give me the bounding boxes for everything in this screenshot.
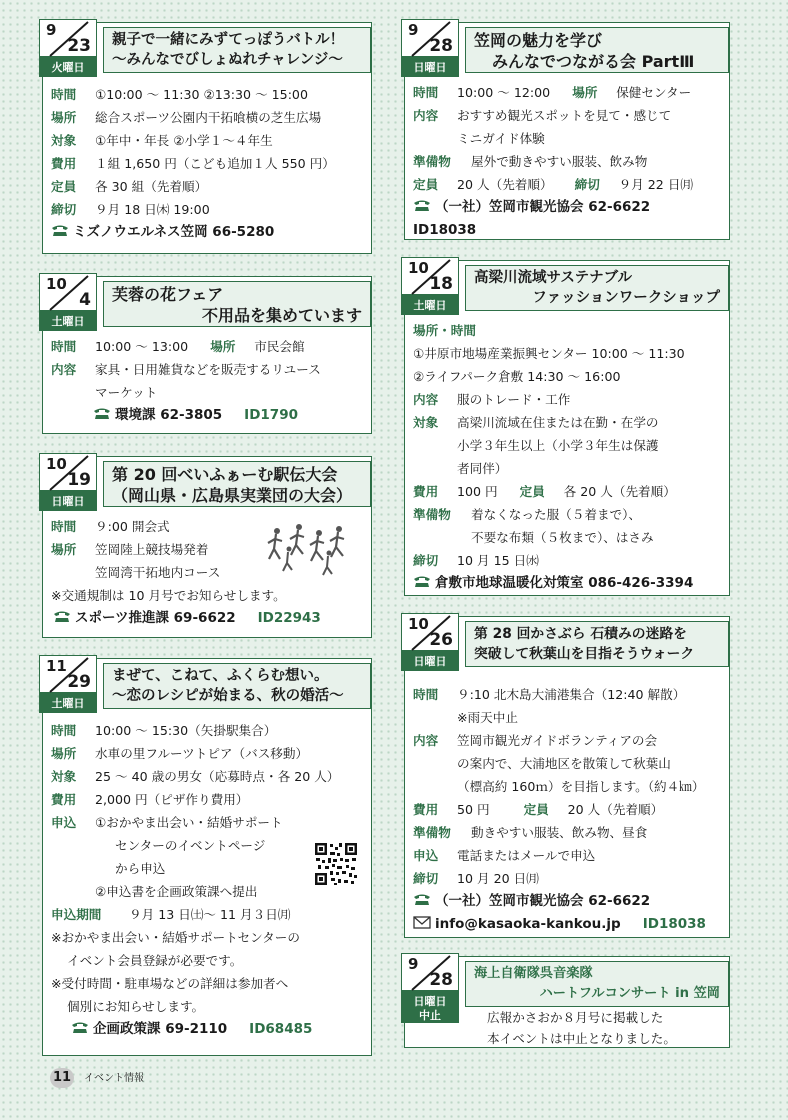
label-fee: 費用	[413, 802, 439, 817]
label-content: 内容	[413, 392, 439, 407]
value-prep: 屋外で動きやすい服装、飲み物	[471, 154, 648, 169]
label-apply: 申込	[413, 848, 439, 863]
date-day: 29	[67, 672, 91, 692]
label-prep: 準備物	[413, 825, 451, 840]
value-deadline: ９月 18 日㈭ 19:00	[95, 202, 210, 217]
label-capacity: 定員	[413, 177, 439, 192]
value-time: ９:00 開会式	[95, 519, 170, 534]
notice-line-2: 本イベントは中止となりました。	[487, 1031, 676, 1046]
label-fee: 費用	[51, 792, 77, 807]
value-fee: １組 1,650 円（こども追加１人 550 円）	[95, 156, 335, 171]
event-id: ID22943	[257, 610, 321, 626]
contact: （一社）笠岡市観光協会 62-6622	[435, 893, 651, 909]
event-details	[413, 81, 723, 242]
label-place: 場所	[51, 542, 77, 557]
value-content: 家具・日用雑貨などを販売するリユース	[95, 362, 321, 377]
date-weekday: 日曜日	[413, 995, 447, 1008]
event-details	[51, 83, 365, 244]
label-capacity: 定員	[51, 179, 77, 194]
value-place-time-2: ②ライフパーク倉敷 14:30 ～ 16:00	[413, 369, 621, 384]
event-card-konkatsu	[42, 658, 372, 1056]
label-deadline: 締切	[51, 202, 77, 217]
date-badge	[401, 19, 459, 77]
mail-icon	[413, 916, 431, 929]
label-capacity: 定員	[523, 802, 549, 817]
label-target: 対象	[51, 133, 77, 148]
contact: ミズノウエルネス笠岡 66-5280	[73, 224, 275, 240]
value-place-course: 笠岡湾干拓地内コース	[95, 565, 221, 580]
value-place: 笠岡陸上競技場発着	[95, 542, 209, 557]
phone-icon	[413, 199, 431, 212]
value-time: 10:00 ～ 12:00	[457, 85, 551, 100]
date-month: 9	[46, 21, 57, 39]
label-capacity: 定員	[519, 484, 545, 499]
label-place: 場所	[51, 110, 77, 125]
date-month: 10	[408, 615, 429, 633]
date-day: 23	[67, 36, 91, 56]
label-time: 時間	[51, 339, 77, 354]
title-line-2: ファッションワークショップ	[532, 290, 720, 306]
phone-icon	[413, 575, 431, 588]
date-weekday: 火曜日	[51, 61, 85, 74]
value-apply: 電話またはメールで申込	[457, 848, 596, 863]
date-weekday: 土曜日	[413, 299, 447, 312]
label-time: 時間	[413, 85, 439, 100]
title-line-1: 第 20 回べいふぁーむ駅伝大会	[112, 465, 338, 484]
event-id: ID1790	[244, 407, 298, 423]
date-badge	[39, 453, 97, 511]
date-badge	[39, 655, 97, 713]
cancelled-badge: 中止	[419, 1009, 441, 1022]
value-fee: 100 円	[457, 484, 498, 499]
phone-icon	[93, 407, 111, 420]
label-deadline: 締切	[413, 553, 439, 568]
label-time: 時間	[51, 519, 77, 534]
label-time: 時間	[413, 687, 439, 702]
date-badge	[401, 257, 459, 315]
qr-code[interactable]	[313, 841, 359, 887]
event-card-ekiden	[42, 456, 372, 638]
title-line-2: 突破して秋葉山を目指そうウォーク	[474, 646, 695, 662]
date-day: 4	[79, 290, 91, 310]
date-day: 18	[429, 274, 453, 294]
date-weekday: 日曜日	[51, 495, 85, 508]
value-capacity: 20 人（先着順）	[457, 177, 553, 192]
label-target: 対象	[51, 769, 77, 784]
title-line-1: 芙蓉の花フェア	[112, 285, 224, 304]
label-place: 場所	[572, 85, 598, 100]
value-content: 服のトレード・工作	[457, 392, 571, 407]
value-apply-4: ②申込書を企画政策課へ提出	[95, 884, 258, 899]
note-1-cont: イベント会員登録が必要です。	[67, 953, 243, 968]
runners-illustration	[263, 519, 359, 581]
label-prep: 準備物	[413, 154, 451, 169]
date-badge	[39, 19, 97, 77]
date-weekday: 日曜日	[413, 655, 447, 668]
value-content: おすすめ観光スポットを見て・感じて	[457, 108, 672, 123]
label-place: 場所	[51, 746, 77, 761]
contact: 企画政策課 69-2110	[93, 1021, 228, 1037]
title-line-2: ～みんなでびしょぬれチャレンジ～	[112, 52, 343, 68]
note-2-cont: 個別にお知らせします。	[67, 999, 205, 1014]
label-place: 場所	[210, 339, 236, 354]
value-place: 総合スポーツ公園内干拓喰横の芝生広場	[95, 110, 322, 125]
contact: （一社）笠岡市観光協会 62-6622	[435, 199, 651, 215]
contact: スポーツ推進課 69-6622	[75, 610, 236, 626]
value-content-cont-2: （標高約 160ｍ）を目指します。（約４㎞）	[457, 779, 705, 794]
label-apply: 申込	[51, 815, 77, 830]
value-content: 笠岡市観光ガイドボランティアの会	[457, 733, 658, 748]
event-details	[413, 319, 723, 595]
page-footer	[50, 1068, 144, 1088]
event-title	[465, 961, 729, 1007]
value-fee: 50 円	[457, 802, 490, 817]
event-title	[103, 461, 371, 507]
event-card-miryoku	[404, 22, 730, 240]
title-line-1: 高梁川流域サステナブル	[474, 270, 633, 286]
title-line-1: 親子で一緒にみずてっぽうバトル！	[112, 32, 345, 48]
date-weekday: 土曜日	[51, 697, 85, 710]
event-id: ID18038	[642, 916, 706, 932]
value-deadline: 10 月 15 日㈬	[457, 553, 539, 568]
value-apply-1: ①おかやま出会い・結婚サポート	[95, 815, 283, 830]
value-time: ９:10 北木島大浦港集合（12:40 解散）	[457, 687, 686, 702]
page-number: 11	[50, 1068, 74, 1088]
note-1: ※おかやま出会い・結婚サポートセンターの	[51, 930, 300, 945]
value-time: 10:00 ～ 15:30（矢掛駅集合）	[95, 723, 277, 738]
value-capacity: 各 30 組（先着順）	[95, 179, 208, 194]
contact: 倉敷市地球温暖化対策室 086-426-3394	[435, 575, 694, 591]
value-prep: 着なくなった服（５着まで）、	[471, 507, 642, 522]
value-apply-2: センターのイベントページ	[115, 838, 266, 853]
label-deadline: 締切	[574, 177, 600, 192]
title-line-2: （岡山県・広島県実業団の大会）	[112, 486, 353, 505]
label-target: 対象	[413, 415, 439, 430]
event-card-concert-cancelled	[404, 956, 730, 1048]
notice-line-1: 広報かさおか８月号に掲載した	[487, 1010, 664, 1025]
value-prep-cont: 不要な布類（５枚まで）、はさみ	[471, 530, 654, 545]
cancel-notice	[487, 1007, 723, 1049]
value-target-cont-1: 小学３年生以上（小学３年生は保護	[457, 438, 659, 453]
phone-icon	[71, 1021, 89, 1034]
event-card-kasafura-walk	[404, 616, 730, 938]
date-weekday: 日曜日	[413, 61, 447, 74]
event-card-fuyo-fair	[42, 276, 372, 434]
label-content: 内容	[413, 733, 439, 748]
value-apply-3: から申込	[115, 861, 166, 876]
title-line-2: ハートフルコンサート in 笠岡	[539, 986, 720, 1001]
contact-email[interactable]: info@kasaoka-kankou.jp	[435, 916, 621, 932]
event-details	[51, 335, 365, 427]
title-line-1: 笠岡の魅力を学び	[474, 31, 603, 50]
event-card-water-battle	[42, 22, 372, 254]
event-title	[465, 265, 729, 311]
label-content: 内容	[51, 362, 77, 377]
label-time: 時間	[51, 723, 77, 738]
value-target-cont-2: 者同伴）	[457, 461, 508, 476]
date-badge	[39, 273, 97, 331]
value-place: 市民会館	[254, 339, 305, 354]
date-badge	[401, 953, 459, 1023]
label-fee: 費用	[413, 484, 439, 499]
date-day: 19	[67, 470, 91, 490]
event-title	[465, 621, 729, 667]
value-content-cont: マーケット	[95, 385, 158, 400]
event-title	[103, 663, 371, 709]
value-content-cont: ミニガイド体験	[457, 131, 545, 146]
date-day: 26	[429, 630, 453, 650]
title-line-1: 海上自衛隊呉音楽隊	[474, 966, 593, 981]
label-prep: 準備物	[413, 507, 451, 522]
rain-note: ※雨天中止	[457, 710, 518, 725]
value-prep: 動きやすい服装、飲み物、昼食	[471, 825, 648, 840]
label-period: 申込期間	[51, 907, 102, 922]
value-deadline: 10 月 20 日㈪	[457, 871, 539, 886]
value-place-time-1: ①井原市地場産業振興センター 10:00 ～ 11:30	[413, 346, 685, 361]
date-day: 28	[429, 970, 453, 990]
event-title	[103, 27, 371, 73]
label-place-time: 場所・時間	[413, 323, 476, 338]
date-month: 10	[46, 275, 67, 293]
label-time: 時間	[51, 87, 77, 102]
value-deadline: ９月 22 日㈪	[618, 177, 694, 192]
date-month: 9	[408, 21, 419, 39]
date-month: 9	[408, 955, 419, 973]
value-period: ９月 13 日㈯～ 11 月３日㈪	[129, 907, 291, 922]
title-line-1: まぜて、こねて、ふくらむ想い。	[112, 668, 329, 684]
contact: 環境課 62-3805	[115, 407, 223, 423]
label-fee: 費用	[51, 156, 77, 171]
value-capacity: 20 人（先着順）	[567, 802, 664, 817]
event-card-fashion-workshop	[404, 260, 730, 596]
phone-icon	[51, 224, 69, 237]
label-content: 内容	[413, 108, 439, 123]
value-target: ①年中・年長 ②小学１～４年生	[95, 133, 273, 148]
value-content-cont-1: の案内で、大浦地区を散策して秋葉山	[457, 756, 671, 771]
date-weekday: 土曜日	[51, 315, 85, 328]
date-month: 10	[408, 259, 429, 277]
section-label: イベント情報	[84, 1073, 144, 1084]
title-line-2: みんなでつながる会 PartⅢ	[492, 52, 695, 71]
traffic-note: ※交通規制は 10 月号でお知らせします。	[51, 588, 286, 603]
phone-icon	[53, 610, 71, 623]
note-2: ※受付時間・駐車場などの詳細は参加者へ	[51, 976, 289, 991]
event-id: ID18038	[413, 222, 477, 238]
value-place: 水車の里フルーツトピア（バス移動）	[95, 746, 309, 761]
title-line-2: 不用品を集めています	[201, 306, 362, 325]
title-line-1: 第 28 回かさぶら 石積みの迷路を	[474, 626, 687, 642]
value-target: 高梁川流域在住または在勤・在学の	[457, 415, 659, 430]
event-id: ID68485	[249, 1021, 313, 1037]
date-day: 28	[429, 36, 453, 56]
date-month: 11	[46, 657, 67, 675]
title-line-2: ～恋のレシピが始まる、秋の婚活～	[112, 688, 344, 704]
event-title	[465, 27, 729, 73]
value-capacity: 各 20 人（先着順）	[563, 484, 676, 499]
phone-icon	[413, 893, 431, 906]
label-deadline: 締切	[413, 871, 439, 886]
value-place: 保健センター	[616, 85, 692, 100]
value-time: ①10:00 ～ 11:30 ②13:30 ～ 15:00	[95, 87, 308, 102]
value-time: 10:00 ～ 13:00	[95, 339, 189, 354]
event-details	[413, 683, 723, 936]
date-month: 10	[46, 455, 67, 473]
value-fee: 2,000 円（ピザ作り費用）	[95, 792, 249, 807]
date-badge	[401, 613, 459, 671]
event-title	[103, 281, 371, 327]
value-target: 25 ～ 40 歳の男女（応募時点・各 20 人）	[95, 769, 340, 784]
